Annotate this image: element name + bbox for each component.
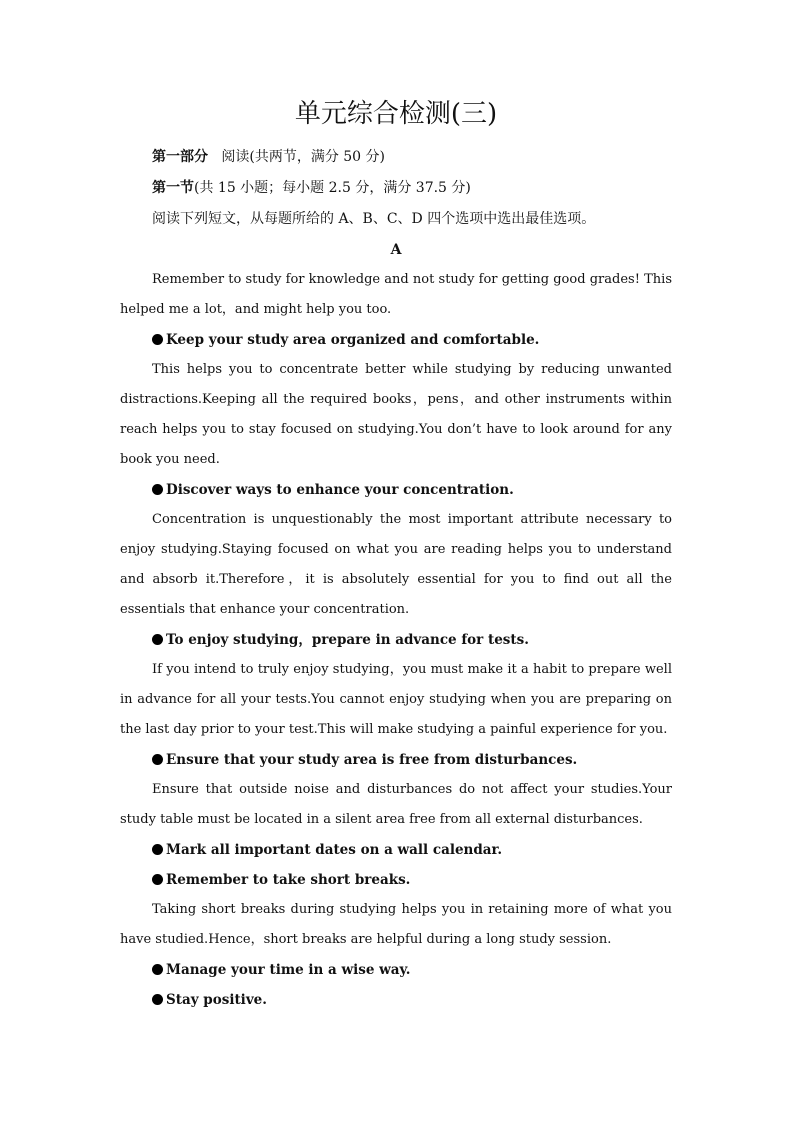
- document-page: [120, 94, 672, 1015]
- tip-heading-text: Keep your study area organized and comfortable.: [166, 332, 540, 348]
- bullet-icon: [152, 634, 163, 645]
- intro-paragraph: Remember to study for knowledge and not study for getting good grades! This helped me a lot，and might help you too.: [120, 272, 672, 317]
- tip-heading: [120, 625, 672, 655]
- section-label: 第一节: [152, 180, 194, 196]
- section-line: [120, 173, 672, 204]
- bullet-icon: [152, 484, 163, 495]
- tip-heading: [120, 475, 672, 505]
- tip-heading-text: Remember to take short breaks.: [166, 872, 411, 888]
- tip-heading-text: Mark all important dates on a wall calendar.: [166, 842, 503, 858]
- tips-list: [120, 325, 672, 1015]
- part-text: 阅读(共两节，满分 50 分): [221, 149, 385, 165]
- part-line: [120, 142, 672, 173]
- bullet-icon: [152, 334, 163, 345]
- section-text: (共 15 小题；每小题 2.5 分，满分 37.5 分): [194, 180, 471, 196]
- tip-heading-text: Stay positive.: [166, 992, 267, 1008]
- tip-heading: [120, 745, 672, 775]
- tip-heading: [120, 865, 672, 895]
- bullet-icon: [152, 994, 163, 1005]
- tip-body: If you intend to truly enjoy studying，you must make it a habit to prepare well in advance for all your tests.You cannot enjoy studying when you are preparing on the last day prior to your test.This will make studying a painful experience for you.: [120, 662, 672, 737]
- tip-heading: [120, 955, 672, 985]
- instruction: 阅读下列短文，从每题所给的 A、B、C、D 四个选项中选出最佳选项。: [152, 211, 596, 227]
- tip-body: Ensure that outside noise and disturbances do not affect your studies.Your study table must be located in a silent area free from all external disturbances.: [120, 782, 672, 827]
- tip-heading: [120, 325, 672, 355]
- tip-body: Concentration is unquestionably the most important attribute necessary to enjoy studying.Staying focused on what you are reading helps you to understand and absorb it.Therefore，it is absolutely essential for you to find out all the essentials that enhance your concentration.: [120, 512, 672, 617]
- bullet-icon: [152, 754, 163, 765]
- tip-heading-text: To enjoy studying，prepare in advance for tests.: [166, 632, 529, 648]
- bullet-icon: [152, 874, 163, 885]
- page-title: 单元综合检测(三): [294, 99, 498, 129]
- bullet-icon: [152, 964, 163, 975]
- tip-heading-text: Discover ways to enhance your concentration.: [166, 482, 514, 498]
- part-label: 第一部分: [152, 149, 208, 165]
- bullet-icon: [152, 844, 163, 855]
- tip-body: This helps you to concentrate better while studying by reducing unwanted distractions.Keeping all the required books，pens，and other instruments within reach helps you to stay focused on studying.You don’t have to look around for any book you need.: [120, 362, 672, 467]
- tip-body: Taking short breaks during studying helps you in retaining more of what you have studied.Hence，short breaks are helpful during a long study session.: [120, 902, 672, 947]
- tip-heading-text: Manage your time in a wise way.: [166, 962, 411, 978]
- tip-heading: [120, 835, 672, 865]
- passage-letter: A: [390, 242, 402, 258]
- tip-heading-text: Ensure that your study area is free from disturbances.: [166, 752, 578, 768]
- tip-heading: [120, 985, 672, 1015]
